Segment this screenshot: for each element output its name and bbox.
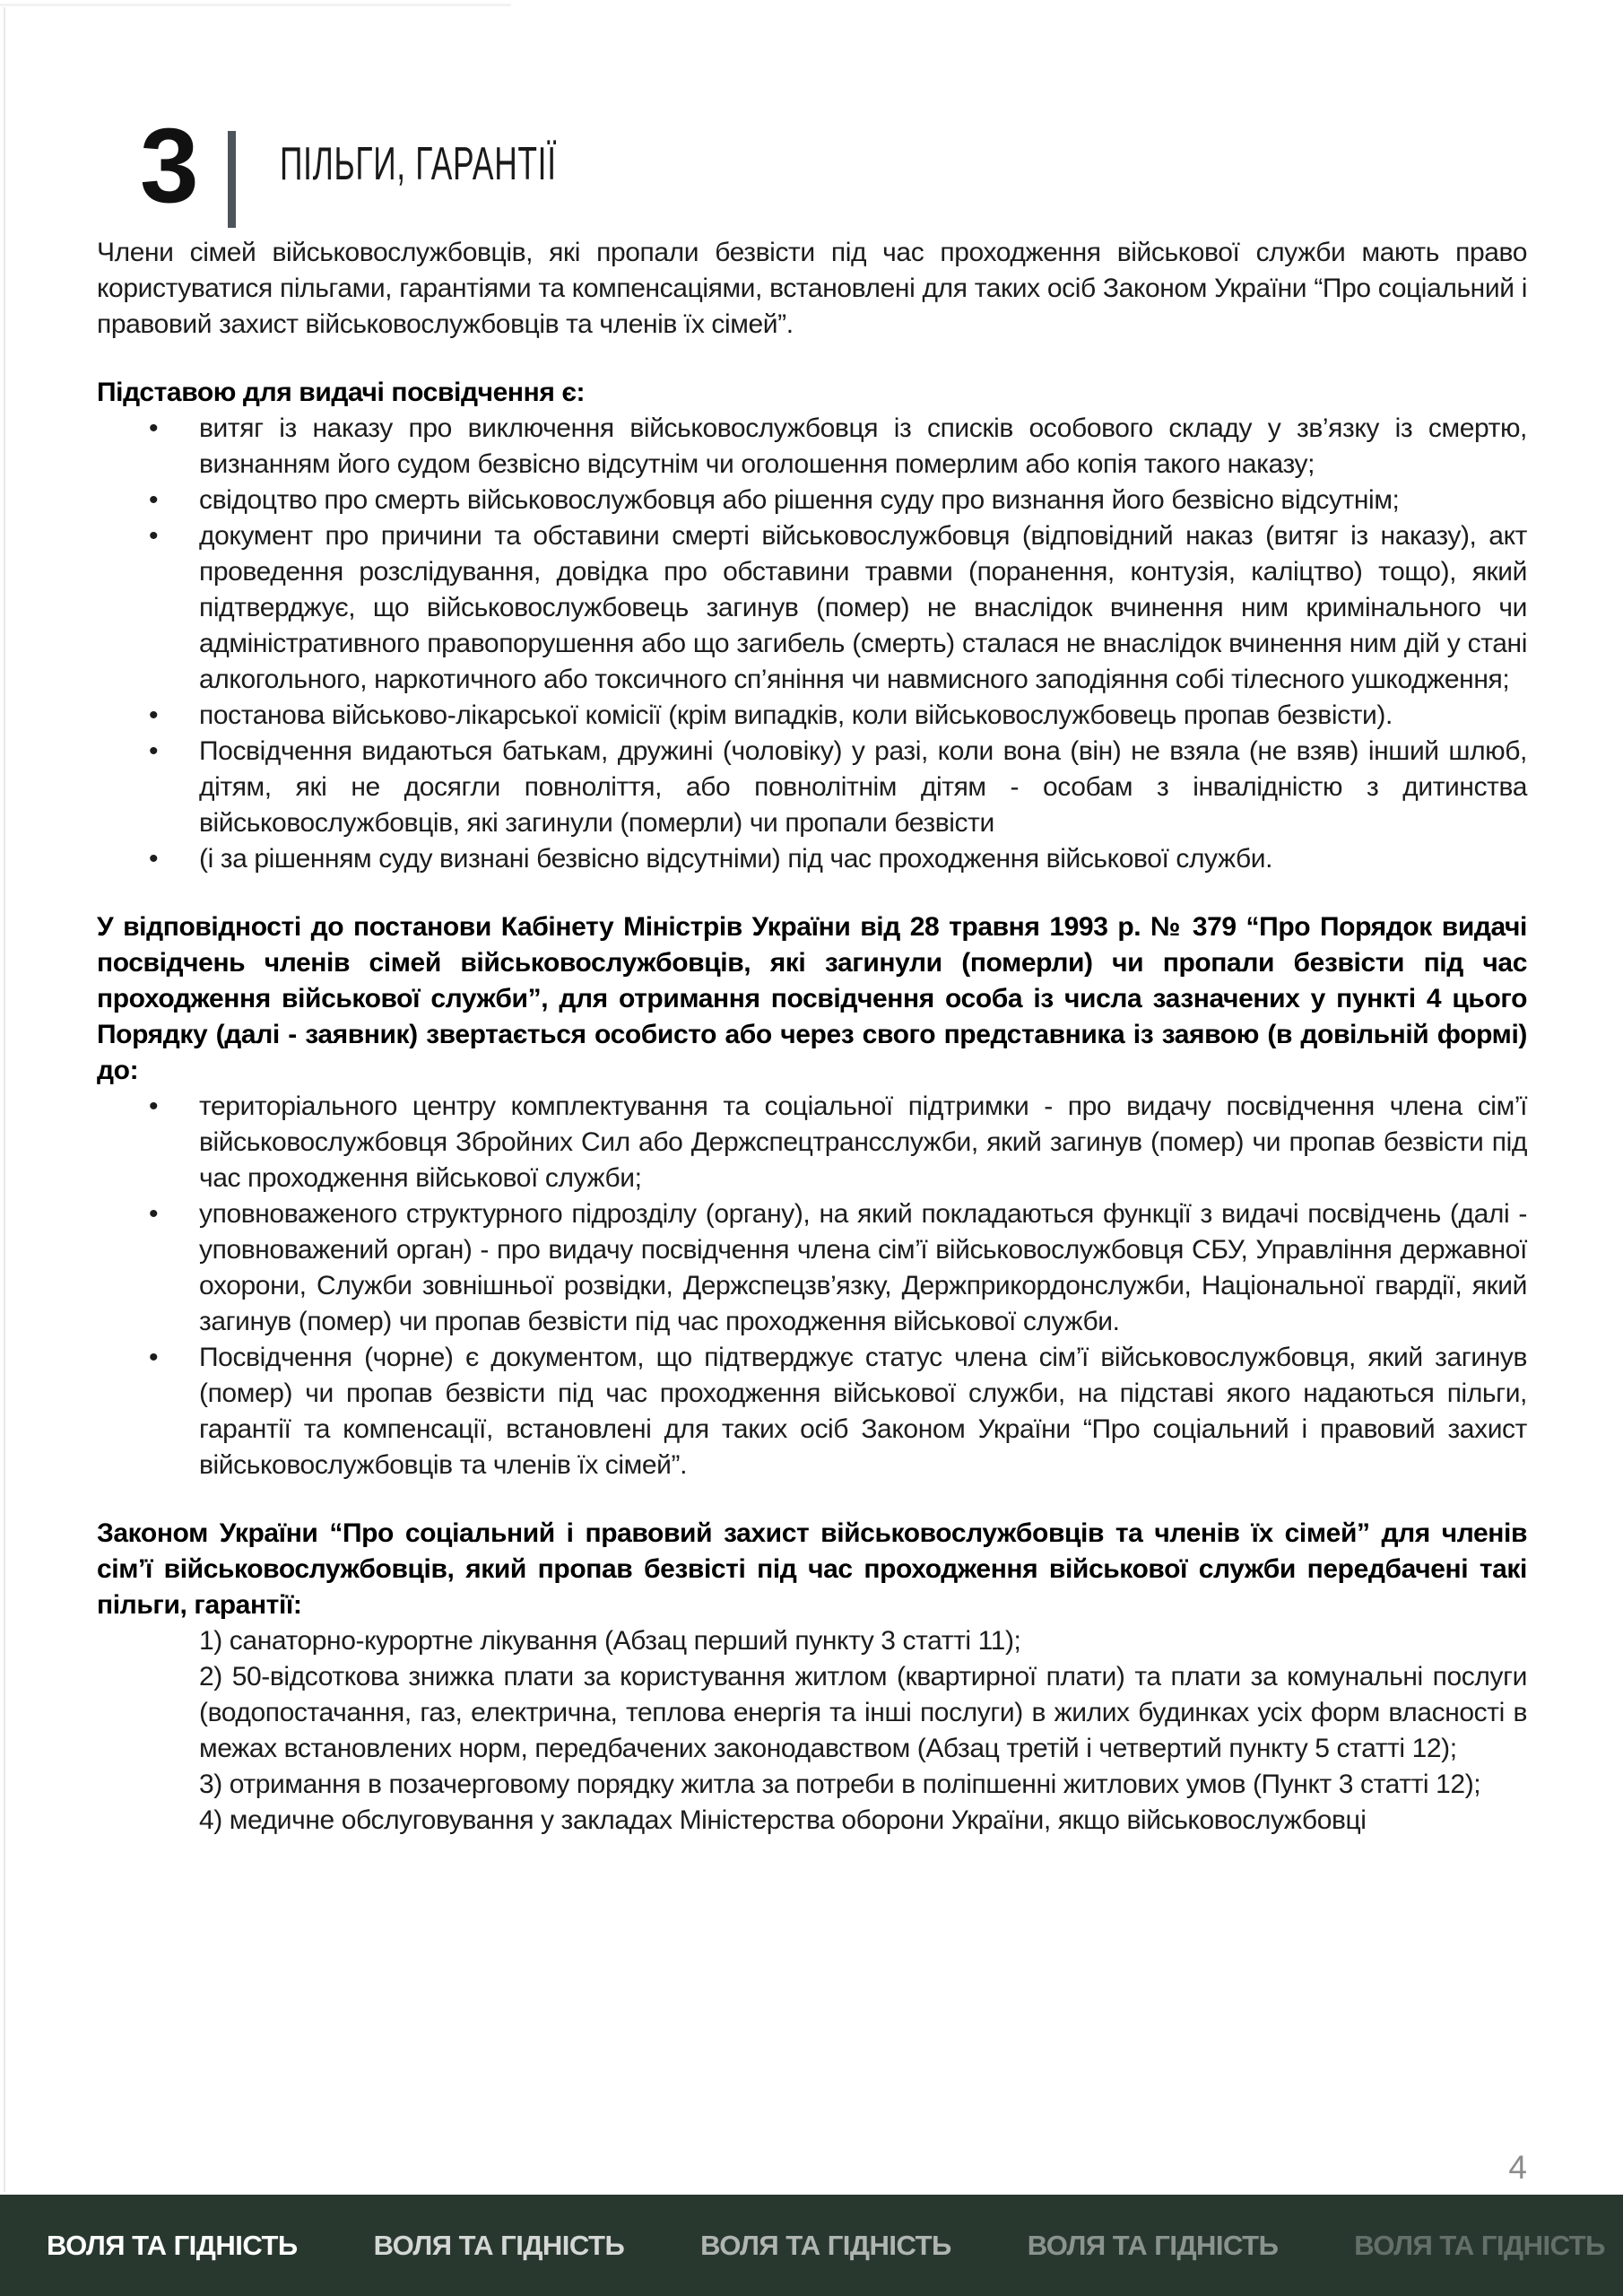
list-item: • уповноваженого структурного підрозділу (органу), на який покладаються функції з видачі посвідчень (далі - уповноважений орган) - про видачу посвідчення члена сім’ї військовослужбовця СБУ, Управління державної охорони, Служби зовнішньої розвідки, Держспецзв’язку, Держприкордонслужби, Національної гвардії, який загинув (помер) чи пропав безвісти під час проходження військової служби.: [97, 1196, 1527, 1340]
body-text-column: [97, 235, 1527, 1839]
footer-slogan: ВОЛЯ ТА ГІДНІСТЬ: [700, 2229, 951, 2261]
section-procedure: [97, 909, 1527, 1483]
list-item: • постанова військово-лікарської комісії (крім випадків, коли військовослужбовець пропав безвісти).: [97, 698, 1527, 734]
chapter-title: ПІЛЬГИ, ГАРАНТІЇ: [280, 138, 557, 190]
section-procedure-heading: У відповідності до постанови Кабінету Міністрів України від 28 травня 1993 р. № 379 “Про Порядок видачі посвідчень членів сімей військовослужбовців, які загинули (померли) чи пропали безвісти під час проходження військової служби”, для отримання посвідчення особа із числа зазначених у пункті 4 цього Порядку (далі - заявник) звертається особисто або через свого представника із заявою (в довільній формі) до:: [97, 912, 1527, 1085]
footer-slogan-bar: [0, 2195, 1623, 2296]
footer-slogan: ВОЛЯ ТА ГІДНІСТЬ: [1354, 2229, 1605, 2261]
chapter-number: 3: [140, 107, 197, 225]
numbered-item: 1) санаторно-курортне лікування (Абзац перший пункту 3 статті 11);: [199, 1626, 1021, 1656]
list-item: • Посвідчення видаються батькам, дружині (чоловіку) у разі, коли вона (він) не взяла (не взяв) інший шлюб, дітям, які не досягли повноліття, або повнолітнім дітям - особам з інвалідністю з дитинства військовослужбовців, які загинули (померли) чи пропали безвісти: [97, 734, 1527, 841]
intro-paragraph: Члени сімей військовослужбовців, які пропали безвісти під час проходження військової служби мають право користуватися пільгами, гарантіями та компенсаціями, встановлені для таких осіб Законом України “Про соціальний і правовий захист військовослужбовців та членів їх сімей”.: [97, 238, 1527, 339]
footer-slogan: ВОЛЯ ТА ГІДНІСТЬ: [1027, 2229, 1279, 2261]
page-number: 4: [1508, 2149, 1527, 2186]
section-grounds-list: [97, 411, 1527, 877]
list-item: • територіального центру комплектування та соціальної підтримки - про видачу посвідчення члена сім’ї військовослужбовця Збройних Сил або Держспецтрансслужби, який загинув (помер) чи пропав безвісти під час проходження військової служби;: [97, 1089, 1527, 1196]
chapter-divider-bar: [228, 131, 236, 228]
numbered-item: 2) 50-відсоткова знижка плати за користування житлом (квартирної плати) та плати за комунальні послуги (водопостачання, газ, електрична, теплова енергія та інші послуги) в жилих будинках усіх форм власності в межах встановлених норм, передбачених законодавством (Абзац третій і четвертий пункту 5 статті 12);: [199, 1662, 1527, 1763]
section-grounds-heading: Підставою для видачі посвідчення є:: [97, 378, 586, 407]
list-item: • свідоцтво про смерть військовослужбовця або рішення суду про визнання його безвісно відсутнім;: [97, 483, 1527, 518]
section-procedure-list: [97, 1089, 1527, 1483]
list-item: • (і за рішенням суду визнані безвісно відсутніми) під час проходження військової служби.: [97, 841, 1527, 877]
scan-edge-artifact-left: [4, 7, 5, 2192]
section-benefits-heading: Законом України “Про соціальний і правовий захист військовослужбовців та членів їх сімей” для членів сім’ї військовослужбовців, який пропав безвісті під час проходження військової служби передбачені такі пільги, гарантії:: [97, 1518, 1527, 1620]
numbered-item: 3) отримання в позачерговому порядку житла за потреби в поліпшенні житлових умов (Пункт 3 статті 12);: [199, 1770, 1481, 1799]
scan-edge-artifact-top: [0, 4, 511, 6]
footer-slogan: ВОЛЯ ТА ГІДНІСТЬ: [47, 2229, 298, 2261]
numbered-item: 4) медичне обслуговування у закладах Міністерства оборони України, якщо військовослужбовці: [199, 1805, 1367, 1835]
section-grounds: [97, 375, 1527, 877]
list-item: • витяг із наказу про виключення військовослужбовця із списків особового складу у зв’язку із смертю, визнанням його судом безвісно відсутнім чи оголошення померлим або копія такого наказу;: [97, 411, 1527, 483]
footer-slogan: ВОЛЯ ТА ГІДНІСТЬ: [373, 2229, 625, 2261]
list-item: • Посвідчення (чорне) є документом, що підтверджує статус члена сім’ї військовослужбовця, який загинув (помер) чи пропав безвісти під час проходження військової служби, на підставі якого надаються пільги, гарантії та компенсації, встановлені для таких осіб Законом України “Про соціальний і правовий захист військовослужбовців та членів їх сімей”.: [97, 1340, 1527, 1483]
list-item: • документ про причини та обставини смерті військовослужбовця (відповідний наказ (витяг із наказу), акт проведення розслідування, довідка про обставини травми (поранення, контузія, каліцтво) тощо), який підтверджує, що військовослужбовець загинув (помер) не внаслідок вчинення ним кримінального чи адміністративного правопорушення або що загибель (смерть) сталася не внаслідок вчинення ним дій у стані алкогольного, наркотичного або токсичного сп’яніння чи навмисного заподіяння собі тілесного ушкодження;: [97, 518, 1527, 698]
section-benefits: [97, 1516, 1527, 1839]
